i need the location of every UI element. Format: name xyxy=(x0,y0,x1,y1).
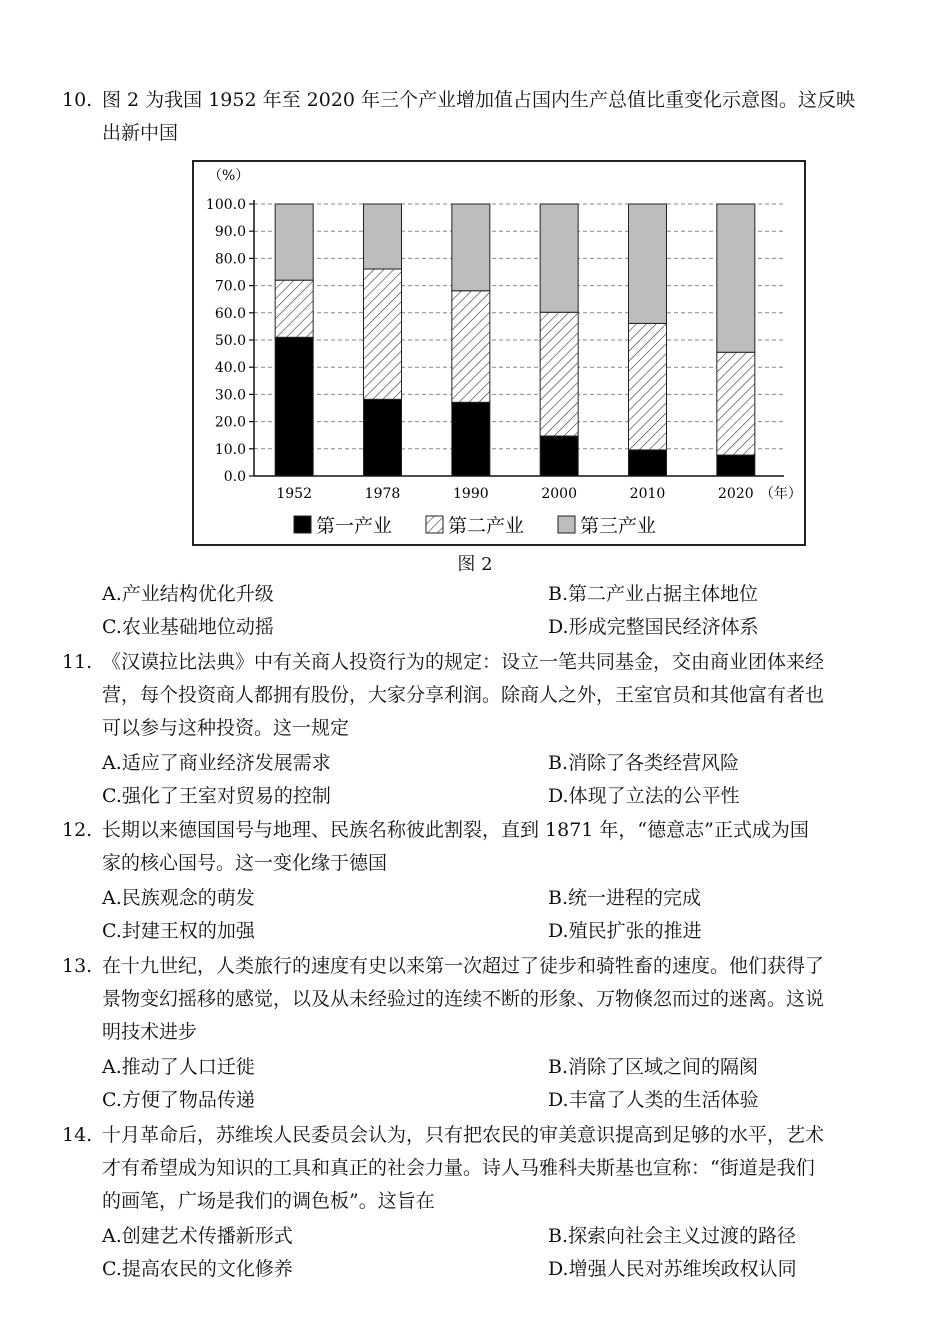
option-d: D.殖民扩张的推进 xyxy=(548,920,702,942)
y-tick-label: 70.0 xyxy=(214,278,246,295)
legend-swatch-tertiary xyxy=(558,516,575,533)
question-number: 13. xyxy=(62,955,93,977)
x-tick-label: 1990 xyxy=(453,486,489,502)
bar-segment-secondary xyxy=(540,312,578,436)
option-b: B.消除了区域之间的隔阂 xyxy=(548,1056,759,1078)
stem-line: 出新中国 xyxy=(102,122,179,144)
legend-swatch-secondary xyxy=(426,516,443,533)
stem-line: 家的核心国号。这一变化缘于德国 xyxy=(102,852,388,874)
option-a: A.适应了商业经济发展需求 xyxy=(102,752,331,774)
question-number: 14. xyxy=(62,1124,93,1146)
x-tick-label: 2000 xyxy=(541,486,577,502)
question-number: 11. xyxy=(62,651,93,673)
figure-caption: 图 2 xyxy=(457,554,493,575)
y-axis-unit-label: （%） xyxy=(208,168,250,184)
bar-segment-secondary xyxy=(629,323,667,449)
legend xyxy=(294,515,656,537)
stem-line: 才有希望成为知识的工具和真正的社会力量。诗人马雅科夫斯基也宣称：“街道是我们 xyxy=(102,1157,815,1179)
question-stem xyxy=(62,84,892,150)
x-tick-label: 2010 xyxy=(629,486,666,502)
y-tick-label: 10.0 xyxy=(214,441,246,458)
bar-segment-primary xyxy=(364,399,402,476)
stem-line: 十月革命后，苏维埃人民委员会认为，只有把农民的审美意识提高到足够的水平，艺术 xyxy=(102,1124,825,1146)
chart-figure xyxy=(192,160,806,546)
stem-line: 长期以来德国国号与地理、民族名称彼此割裂，直到 1871 年，“德意志”正式成为国 xyxy=(102,819,809,841)
axes xyxy=(249,200,784,476)
option-d: D.体现了立法的公平性 xyxy=(548,785,740,807)
options-q14 xyxy=(102,1220,892,1286)
option-d: D.增强人民对苏维埃政权认同 xyxy=(548,1258,797,1280)
options-q11 xyxy=(102,747,892,813)
bar-segment-primary xyxy=(629,450,667,476)
options-q10 xyxy=(102,578,892,644)
options-q12 xyxy=(102,882,892,948)
option-c: C.农业基础地位动摇 xyxy=(102,616,274,638)
bar-segment-tertiary xyxy=(452,204,490,291)
bar-segment-primary xyxy=(452,402,490,476)
bar-segment-secondary xyxy=(275,280,313,337)
option-d: D.形成完整国民经济体系 xyxy=(548,616,759,638)
option-b: B.探索向社会主义过渡的路径 xyxy=(548,1225,797,1247)
y-tick-label: 80.0 xyxy=(214,251,246,268)
legend-label: 第三产业 xyxy=(580,515,657,537)
question-12 xyxy=(62,814,892,880)
grid-lines xyxy=(254,204,784,449)
bar-segment-primary xyxy=(717,455,755,476)
legend-label: 第二产业 xyxy=(448,515,525,537)
question-10 xyxy=(62,84,892,150)
x-tick-label: 1978 xyxy=(364,486,401,502)
x-axis-unit-label: （年） xyxy=(759,486,802,502)
option-a: A.创建艺术传播新形式 xyxy=(102,1225,293,1247)
bar-segment-tertiary xyxy=(364,204,402,269)
question-stem xyxy=(62,646,892,745)
question-11 xyxy=(62,646,892,745)
option-c: C.封建王权的加强 xyxy=(102,920,255,942)
stem-line: 在十九世纪，人类旅行的速度有史以来第一次超过了徒步和骑牲畜的速度。他们获得了 xyxy=(102,955,825,977)
bar-segment-secondary xyxy=(717,352,755,455)
y-tick-label: 30.0 xyxy=(214,387,246,404)
question-stem xyxy=(62,1119,892,1218)
y-tick-label: 0.0 xyxy=(223,469,246,485)
option-b: B.第二产业占据主体地位 xyxy=(548,583,759,605)
bar-segment-primary xyxy=(540,436,578,476)
bar-segment-primary xyxy=(275,337,313,476)
x-tick-label: 2020 xyxy=(718,486,754,502)
option-d: D.丰富了人类的生活体验 xyxy=(548,1089,759,1111)
bar-segment-tertiary xyxy=(275,204,313,280)
option-c: C.提高农民的文化修养 xyxy=(102,1258,293,1280)
stem-line: 明技术进步 xyxy=(102,1021,198,1043)
y-tick-label: 20.0 xyxy=(214,414,246,431)
options-q13 xyxy=(102,1051,892,1117)
bar-segment-tertiary xyxy=(629,204,667,323)
stacked-bar-chart xyxy=(194,162,804,544)
bar-segment-tertiary xyxy=(540,204,578,312)
y-tick-label: 90.0 xyxy=(214,224,246,241)
question-14 xyxy=(62,1119,892,1218)
y-tick-label: 40.0 xyxy=(214,360,246,377)
question-number: 12. xyxy=(62,819,93,841)
stem-line: 营，每个投资商人都拥有股份，大家分享利润。除商人之外，王室官员和其他富有者也 xyxy=(102,684,825,706)
y-tick-label: 60.0 xyxy=(214,305,246,322)
bar-segment-tertiary xyxy=(717,204,755,352)
option-c: C.方便了物品传递 xyxy=(102,1089,255,1111)
option-b: B.统一进程的完成 xyxy=(548,887,702,909)
legend-label: 第一产业 xyxy=(316,515,393,537)
question-stem xyxy=(62,950,892,1049)
x-tick-label: 1952 xyxy=(276,486,312,502)
option-b: B.消除了各类经营风险 xyxy=(548,752,740,774)
stem-line: 可以参与这种投资。这一规定 xyxy=(102,717,350,739)
y-tick-label: 100.0 xyxy=(205,197,246,213)
bar-segment-secondary xyxy=(452,291,490,403)
option-a: A.推动了人口迁徙 xyxy=(102,1056,255,1078)
y-tick-label: 50.0 xyxy=(214,333,246,349)
question-number: 10. xyxy=(62,89,93,111)
option-a: A.民族观念的萌发 xyxy=(102,887,255,909)
stem-line: 的画笔，广场是我们的调色板”。这旨在 xyxy=(102,1190,435,1212)
option-c: C.强化了王室对贸易的控制 xyxy=(102,785,331,807)
question-stem xyxy=(62,814,892,880)
option-a: A.产业结构优化升级 xyxy=(102,583,274,605)
legend-swatch-primary xyxy=(294,516,311,533)
stem-line: 图 2 为我国 1952 年至 2020 年三个产业增加值占国内生产总值比重变化示意图。这反映 xyxy=(102,89,856,111)
stem-line: 《汉谟拉比法典》中有关商人投资行为的规定：设立一笔共同基金，交由商业团体来经 xyxy=(102,651,825,673)
stem-line: 景物变幻摇移的感觉，以及从未经验过的连续不断的形象、万物倏忽而过的迷离。这说 xyxy=(102,988,825,1010)
bar-segment-secondary xyxy=(364,269,402,399)
question-13 xyxy=(62,950,892,1049)
